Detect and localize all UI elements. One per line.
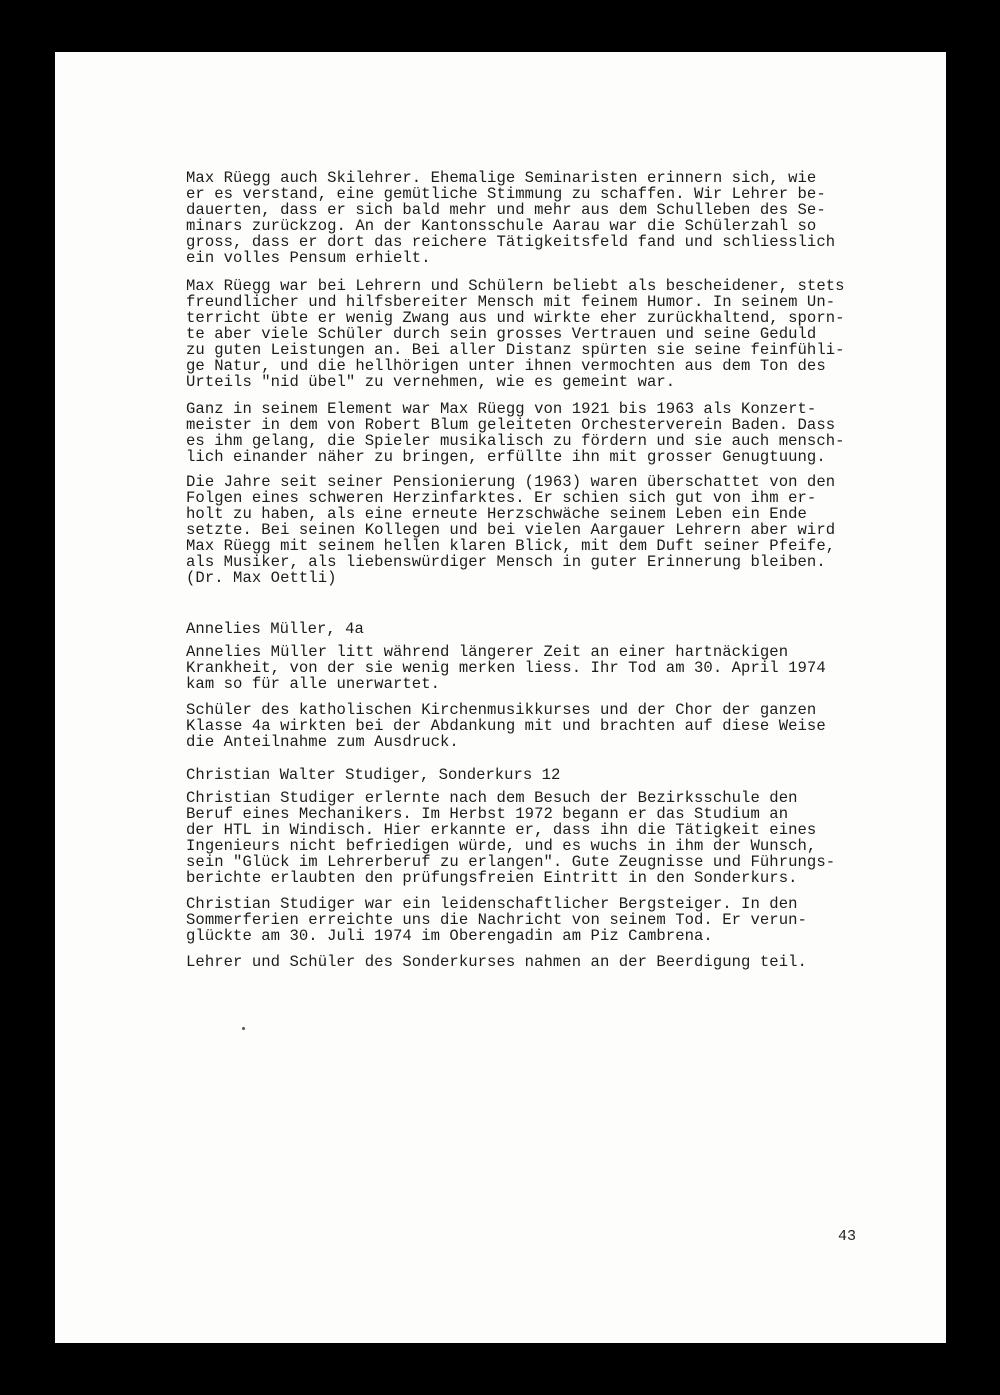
paragraph-pensionierung: Die Jahre seit seiner Pensionierung (1963) waren überschattet von den Folgen eines schweren Herzinfarktes. Er schien sich gut von ihm er- holt zu haben, als eine erneute Herzschwäche seinem Leben ein Ende setzte. Bei seinen Kollegen und bei vielen Aargauer Lehrern aber wird Max Rüegg mit seinem hellen klaren Blick, mit dem Duft seiner Pfeife, als Musiker, als liebenswürdiger Mensch in guter Erinnerung bleiben. (Dr. Max Oettli)	[186, 473, 836, 587]
paragraph-skilehrer: Max Rüegg auch Skilehrer. Ehemalige Seminaristen erinnern sich, wie er es verstand, eine gemütliche Stimmung zu schaffen. Wir Lehrer be- dauerten, dass er sich bald mehr und mehr aus dem Schulleben des Se- minars zurückzog. An der Kantonsschule Aarau war die Schülerzahl so gross, dass er dort das reichere Tätigkeitsfeld fand und schliesslich ein volles Pensum erhielt.	[186, 169, 836, 267]
paragraph-annelies-abdankung: Schüler des katholischen Kirchenmusikkurses und der Chor der ganzen Klasse 4a wirkten bei der Abdankung mit und brachten auf diese Weise die Anteilnahme zum Ausdruck.	[186, 701, 826, 751]
paragraph-studiger-beerdigung: Lehrer und Schüler des Sonderkurses nahmen an der Beerdigung teil.	[186, 953, 807, 971]
paragraph-studiger-beruf: Christian Studiger erlernte nach dem Besuch der Bezirksschule den Beruf eines Mechanikers. Im Herbst 1972 begann er das Studium an der HTL in Windisch. Hier erkannte er, dass ihn die Tätigkeit eines Ingenieurs nicht befriedigen würde, und es wuchs in ihm der Wunsch, sein "Glück im Lehrerberuf zu erlangen". Gute Zeugnisse und Führungs- berichte erlaubten den prüfungsfreien Eintritt in den Sonderkurs.	[186, 789, 836, 887]
paragraph-studiger-bergsteiger: Christian Studiger war ein leidenschaftlicher Bergsteiger. In den Sommerferien erreichte uns die Nachricht von seinem Tod. Er verun- glückte am 30. Juli 1974 im Oberengadin am Piz Cambrena.	[186, 895, 807, 945]
page-number: 43	[838, 1228, 857, 1245]
heading-annelies-mueller: Annelies Müller, 4a	[186, 620, 364, 638]
paragraph-beliebt: Max Rüegg war bei Lehrern und Schülern beliebt als bescheidener, stets freundlicher und hilfsbereiter Mensch mit feinem Humor. In seinem Un- terricht übte er wenig Zwang aus und wirkte eher zurückhaltend, sporn- te aber viele Schüler durch sein grosses Vertrauen und seine Geduld zu guten Leistungen an. Bei aller Distanz spürten sie seine feinfühli- ge Natur, und die hellhörigen unter ihnen vermochten aus dem Ton des Urteils "nid übel" zu vernehmen, wie es gemeint war.	[186, 277, 845, 391]
paragraph-konzertmeister: Ganz in seinem Element war Max Rüegg von 1921 bis 1963 als Konzert- meister in dem von Robert Blum geleiteten Orchesterverein Baden. Dass es ihm gelang, die Spieler musikalisch zu fördern und sie auch mensch- lich einander näher zu bringen, erfüllte ihn mit grosser Genugtuung.	[186, 400, 845, 466]
heading-christian-studiger: Christian Walter Studiger, Sonderkurs 12	[186, 766, 561, 784]
paragraph-annelies-krankheit: Annelies Müller litt während längerer Zeit an einer hartnäckigen Krankheit, von der sie wenig merken liess. Ihr Tod am 30. April 1974 kam so für alle unerwartet.	[186, 643, 826, 693]
scan-speck	[242, 1027, 245, 1030]
